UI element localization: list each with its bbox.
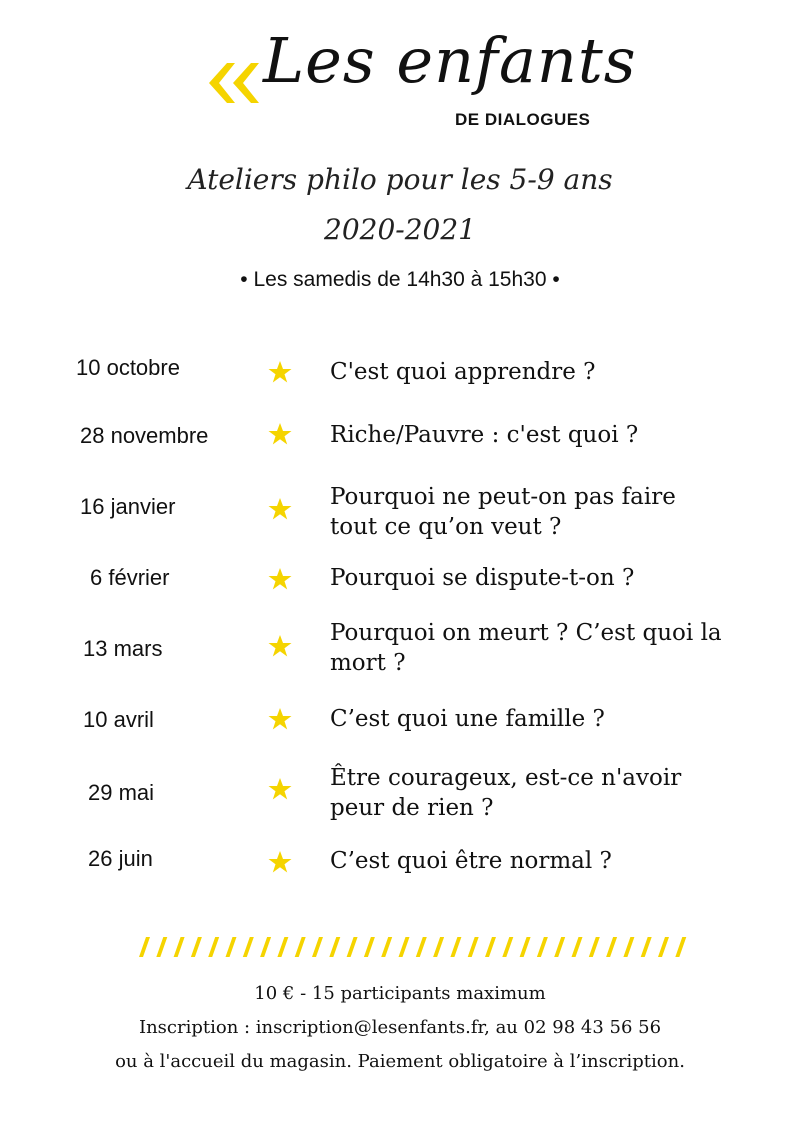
stripe-mark — [295, 937, 306, 957]
logo-subtitle: DE DIALOGUES — [455, 110, 591, 129]
stripe-mark — [399, 937, 410, 957]
stripe-mark — [226, 937, 237, 957]
stripe-mark — [433, 937, 444, 957]
stripe-mark — [675, 937, 686, 957]
stripe-mark — [468, 937, 479, 957]
session-topic: Pourquoi ne peut-on pas faire tout ce qu’on veut ? — [330, 484, 676, 540]
stripe-mark — [381, 937, 392, 957]
session-date: 16 janvier — [80, 494, 176, 519]
stripe-mark — [312, 937, 323, 957]
star-icon — [268, 360, 292, 384]
logo — [205, 24, 637, 140]
session-date: 29 mai — [88, 780, 155, 805]
decorative-stripes — [135, 935, 695, 959]
stripe-mark — [329, 937, 340, 957]
stripe-mark — [347, 937, 358, 957]
stripe-mark — [277, 937, 288, 957]
star-icon — [268, 497, 292, 521]
stripe-mark — [520, 937, 531, 957]
stripe-mark — [485, 937, 496, 957]
session-date: 6 février — [90, 565, 170, 590]
schedule-line: • Les samedis de 14h30 à 15h30 • — [240, 268, 560, 291]
star-icon — [268, 634, 292, 658]
logo-title: Les enfants — [263, 24, 637, 97]
star-icon — [268, 850, 292, 874]
stripe-mark — [589, 937, 600, 957]
season-year: 2020-2021 — [324, 213, 476, 246]
session-date: 26 juin — [88, 846, 153, 871]
star-icon — [268, 422, 292, 446]
stripe-mark — [572, 937, 583, 957]
stripe-mark — [416, 937, 427, 957]
star-icon — [268, 567, 292, 591]
session-topic: Pourquoi se dispute-t-on ? — [330, 565, 635, 591]
payment-info: ou à l'accueil du magasin. Paiement obligatoire à l’inscription. — [115, 1051, 685, 1072]
session-topic: Pourquoi on meurt ? C’est quoi la mort ? — [330, 620, 722, 676]
stripe-mark — [450, 937, 461, 957]
session-topic: C’est quoi une famille ? — [330, 706, 605, 732]
session-topic: Riche/Pauvre : c'est quoi ? — [330, 422, 639, 448]
session-date: 10 octobre — [76, 355, 180, 380]
star-icon — [268, 777, 292, 801]
session-date: 28 novembre — [80, 423, 209, 448]
stripe-mark — [364, 937, 375, 957]
stripe-mark — [208, 937, 219, 957]
stripe-mark — [502, 937, 513, 957]
stripe-mark — [658, 937, 669, 957]
stripe-mark — [554, 937, 565, 957]
stripe-mark — [623, 937, 634, 957]
session-date: 13 mars — [83, 636, 163, 661]
session-topic: C’est quoi être normal ? — [330, 848, 612, 874]
stripe-mark — [174, 937, 185, 957]
session-topic: Être courageux, est-ce n'avoir peur de rien ? — [330, 765, 682, 821]
stripe-mark — [191, 937, 202, 957]
star-icon — [268, 707, 292, 731]
stripe-mark — [156, 937, 167, 957]
stripe-mark — [641, 937, 652, 957]
registration-info: Inscription : inscription@lesenfants.fr, au 02 98 43 56 56 — [138, 1017, 662, 1038]
stripe-mark — [139, 937, 150, 957]
price-info: 10 € - 15 participants maximum — [254, 983, 546, 1004]
stripe-mark — [537, 937, 548, 957]
stripe-mark — [606, 937, 617, 957]
workshop-title: Ateliers philo pour les 5-9 ans — [187, 163, 613, 196]
stripe-mark — [260, 937, 271, 957]
session-topic: C'est quoi apprendre ? — [330, 359, 596, 385]
session-date: 10 avril — [83, 707, 154, 732]
double-chevron-left-icon — [205, 58, 265, 108]
stripe-mark — [243, 937, 254, 957]
